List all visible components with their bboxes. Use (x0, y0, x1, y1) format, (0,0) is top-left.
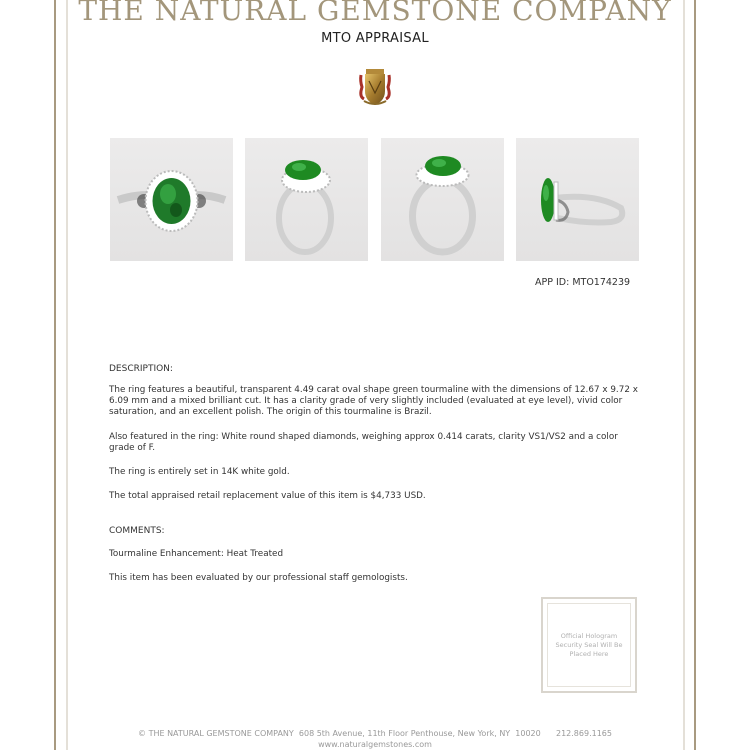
ring-image-top-view[interactable] (110, 138, 233, 261)
gold-crest-shield-icon (357, 67, 393, 109)
comment-item (109, 549, 639, 560)
hologram-seal-text: Official Hologram Security Seal Will Be Placed Here (547, 603, 631, 687)
page-border-outer-left (54, 0, 56, 750)
description-paragraph (109, 432, 639, 454)
description-text-1: The ring features a beautiful, transparent 4.49 carat oval shape green tourmaline with the dimensions of 12.67 x 9.72 x 6.09 mm and a mixed brilliant cut. It has a clarity grade of very slightly included (evaluated at eye level), vivid color saturation, and an excellent polish. The origin of this tourmaline is Brazil. (109, 385, 638, 417)
comment-item (109, 573, 639, 584)
description-paragraph (109, 467, 639, 478)
description-paragraph (109, 385, 639, 418)
ring-image-front-view[interactable] (381, 138, 504, 261)
footer-address: © THE NATURAL GEMSTONE COMPANY 608 5th Avenue, 11th Floor Penthouse, New York, NY 10020 212.869.1165 (138, 729, 612, 738)
hologram-seal-placeholder (541, 597, 637, 693)
description-text-2: Also featured in the ring: White round shaped diamonds, weighing approx 0.414 carats, clarity VS1/VS2 and a color grade of F. (109, 432, 618, 453)
ring-image-side-view[interactable] (516, 138, 639, 261)
company-title: THE NATURAL GEMSTONE COMPANY (78, 0, 672, 27)
document-type: MTO APPRAISAL (321, 31, 429, 46)
comments-label: COMMENTS: (109, 526, 165, 536)
footer-website-link[interactable]: www.naturalgemstones.com (318, 740, 432, 749)
description-text-3: The ring is entirely set in 14K white gold. (109, 467, 290, 477)
description-label: DESCRIPTION: (109, 364, 173, 374)
comment-enhancement: Tourmaline Enhancement: Heat Treated (109, 549, 284, 559)
ring-image-angled-view[interactable] (245, 138, 368, 261)
page-border-inner-left (66, 0, 68, 750)
appraisal-id: APP ID: MTO174239 (535, 277, 631, 288)
description-paragraph (109, 491, 639, 502)
appraised-value-text: The total appraised retail replacement value of this item is $4,733 USD. (109, 491, 426, 501)
page-border-outer-right (694, 0, 696, 750)
comment-evaluation: This item has been evaluated by our professional staff gemologists. (109, 573, 408, 583)
page-border-inner-right (683, 0, 685, 750)
